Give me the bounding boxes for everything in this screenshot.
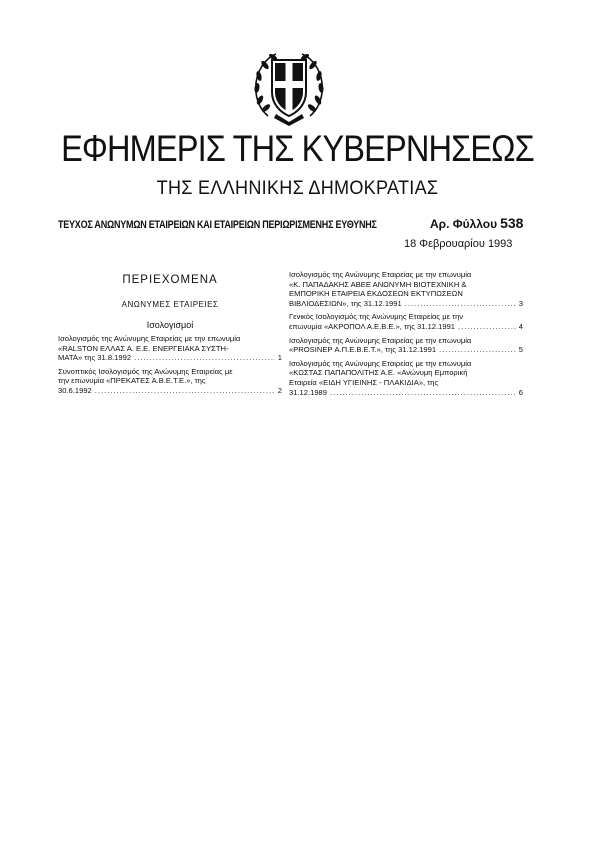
- dot-leader: [458, 322, 516, 332]
- contents-list-left: [58, 334, 282, 396]
- entry-last-line: [289, 322, 523, 332]
- contents-list-right: [289, 270, 523, 397]
- issue-date: 18 Φεβρουαρίου 1993: [404, 238, 513, 250]
- entry-last-line: [289, 388, 523, 398]
- gazette-subtitle: ΤΗΣ ΕΛΛΗΝΙΚΗΣ ΔΗΜΟΚΡΑΤΙΑΣ: [156, 178, 439, 199]
- entry-text-line: ΒΙΒΛΙΟΔΕΣΙΩΝ», της 31.12.1991: [289, 298, 402, 308]
- contents-left-column: [58, 274, 282, 400]
- contents-entry: [58, 334, 282, 363]
- entry-text-line: Συνοπτικός Ισολογισμός της Ανώνυμης Εταιρείας με: [58, 366, 233, 376]
- entry-text-line: 31.12.1989: [289, 387, 328, 397]
- entry-text-line: ΕΜΠΟΡΙΚΗ ΕΤΑΙΡΕΙΑ ΕΚΔΟΣΕΩΝ ΕΚΤΥΠΩΣΕΩΝ: [289, 289, 463, 299]
- contents-heading: ΠΕΡΙΕΧΟΜΕΝΑ: [122, 274, 218, 286]
- page-number: 3: [518, 298, 523, 308]
- issue-value: 538: [500, 215, 524, 231]
- entry-last-line: [289, 299, 523, 309]
- dot-leader: [95, 386, 275, 396]
- contents-right-column: [289, 270, 523, 401]
- issue-number: [430, 215, 523, 231]
- dot-leader: [405, 299, 516, 309]
- entry-text-line: Ισολογισμός της Ανώνυμης Εταιρείας με την επωνυμία: [289, 358, 472, 368]
- dot-leader: [134, 353, 275, 363]
- gazette-title: ΕΦΗΜΕΡΙΣ ΤΗΣ ΚΥΒΕΡΝΗΣΕΩΣ: [61, 128, 534, 169]
- coat-of-arms-icon: [248, 42, 330, 128]
- series-label: ΤΕΥΧΟΣ ΑΝΩΝΥΜΩΝ ΕΤΑΙΡΕΙΩΝ ΚΑΙ ΕΤΑΙΡΕΙΩΝ ΠΕΡΙΩΡΙΣΜΕΝΗΣ ΕΥΘΥΝΗΣ: [58, 219, 377, 231]
- contents-entry: [289, 336, 523, 355]
- entry-text-line: Εταιρεία «ΕΙΔΗ ΥΓΙΕΙΝΗΣ - ΠΛΑΚΙΔΙΑ», της: [289, 377, 439, 387]
- contents-entry: [289, 359, 523, 397]
- entry-text-line: την επωνυμία «ΠΡΕΚΑΤΕΣ Α.Β.Ε.Τ.Ε.», της: [58, 376, 206, 386]
- entry-text-line: Ισολογισμός της Ανώνυμης Εταιρείας με την επωνυμία: [289, 270, 472, 279]
- entry-last-line: [289, 345, 523, 355]
- page-number: 5: [518, 345, 523, 355]
- page-number: 4: [518, 321, 523, 331]
- entry-text-line: «Κ. ΠΑΠΑΔΑΚΗΣ ΑΒΕΕ ΑΝΩΝΥΜΗ ΒΙΟΤΕΧΝΙΚΗ &: [289, 279, 467, 289]
- section-heading: ΑΝΩΝΥΜΕΣ ΕΤΑΙΡΕΙΕΣ: [121, 300, 219, 309]
- contents-entry: [289, 312, 523, 331]
- subsection-heading: Ισολογισμοί: [146, 320, 194, 330]
- entry-last-line: [58, 386, 282, 396]
- entry-last-line: [58, 353, 282, 363]
- entry-text-line: Ισολογισμός της Ανώνυμης Εταιρείας με την επωνυμία: [58, 334, 241, 343]
- contents-entry: [58, 367, 282, 396]
- page-number: 1: [277, 353, 282, 363]
- contents-entry: [289, 270, 523, 308]
- dot-leader: [330, 388, 516, 398]
- entry-text-line: 30.6.1992: [58, 385, 92, 395]
- entry-text-line: επωνυμία «ΑΚΡΟΠΟΛ Α.Ε.Β.Ε.», της 31.12.1991: [289, 321, 456, 331]
- page-number: 2: [277, 385, 282, 395]
- entry-text-line: ΜΑΤΑ» της 31.8.1992: [58, 353, 132, 363]
- entry-text-line: «RALSTON ΕΛΛΑΣ Α. Ε.Ε. ΕΝΕΡΓΕΙΑΚΑ ΣΥΣΤΗ-: [58, 343, 229, 353]
- issue-label: Αρ. Φύλλου: [430, 217, 498, 231]
- entry-text-line: «PROSINEP Α.Π.Ε.Β.Ε.Τ.», της 31.12.1991: [289, 345, 437, 355]
- entry-text-line: «ΚΩΣΤΑΣ ΠΑΠΑΠΟΛΙΤΗΣ Α.Ε. «Ανώνυμη Εμπορική: [289, 368, 468, 378]
- entry-text-line: Ισολογισμός της Ανώνυμης Εταιρείας με την επωνυμία: [289, 335, 472, 345]
- page-number: 6: [518, 387, 523, 397]
- dot-leader: [439, 345, 516, 355]
- entry-text-line: Γενικός Ισολογισμός της Ανώνυμης Εταιρείας με την: [289, 312, 464, 322]
